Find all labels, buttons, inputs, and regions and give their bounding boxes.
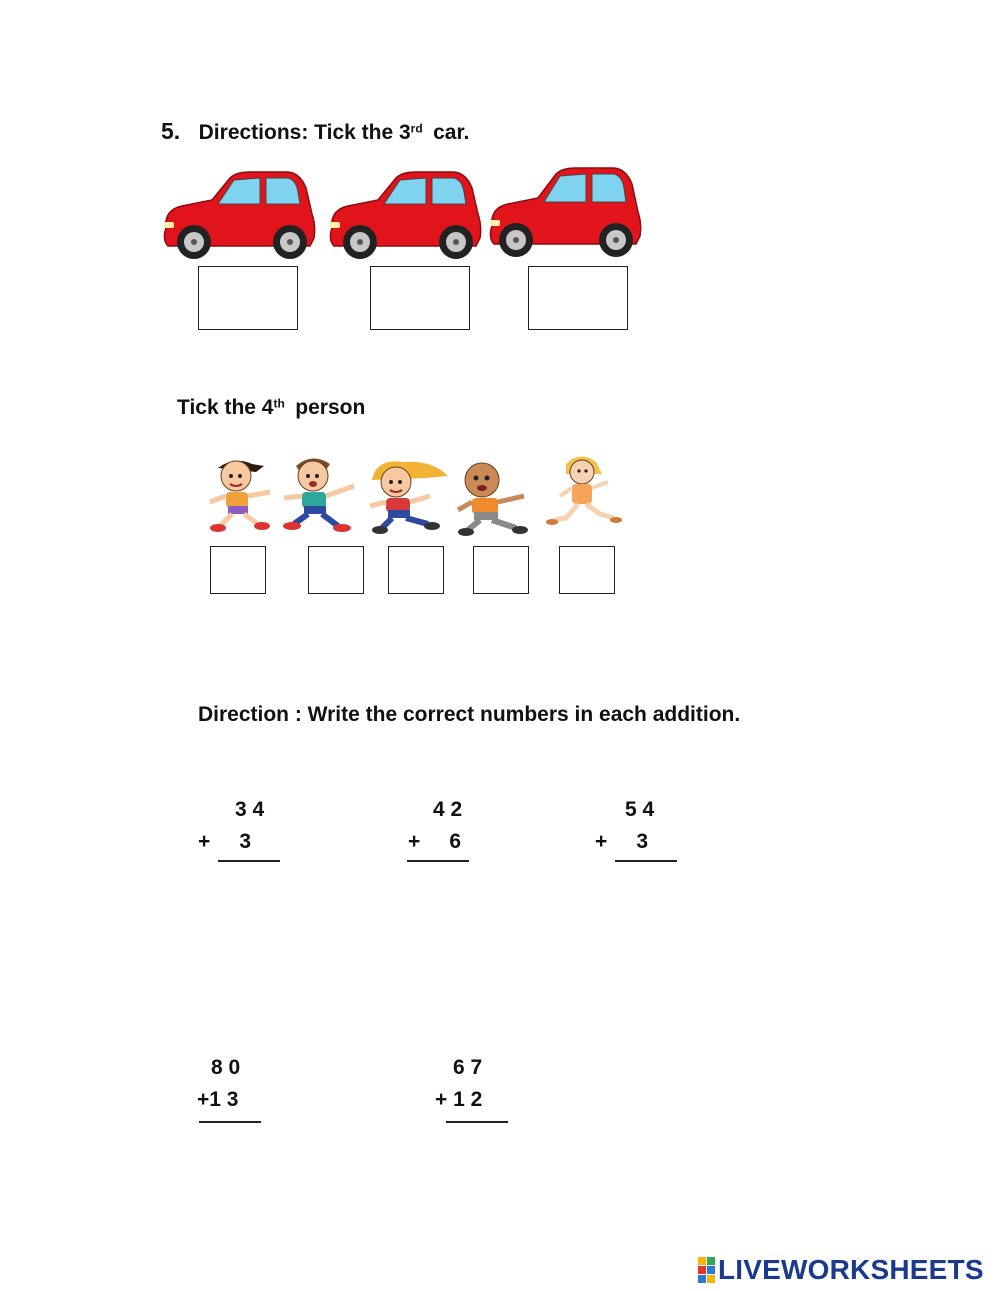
- answer-line-2[interactable]: [407, 860, 469, 862]
- person-tick-box-4[interactable]: [473, 546, 529, 594]
- addend-top-1: 3 4: [235, 798, 265, 821]
- directions-ordinal: rd: [410, 121, 423, 136]
- directions-tail: car.: [433, 121, 470, 144]
- question-heading: [161, 118, 469, 145]
- car-tick-box-3[interactable]: [528, 266, 628, 330]
- car-image-2: [326, 168, 484, 264]
- person-image-2: [280, 452, 360, 534]
- person-tick-box-2[interactable]: [308, 546, 364, 594]
- car-tick-box-1[interactable]: [198, 266, 298, 330]
- person-heading: [177, 396, 365, 420]
- answer-line-3[interactable]: [615, 860, 677, 862]
- person-task-text: Tick the 4: [177, 396, 274, 419]
- addend-bottom-3: + 3: [595, 830, 649, 853]
- person-image-5: [540, 452, 630, 534]
- person-image-3: [362, 456, 454, 534]
- logo-text: LIVEWORKSHEETS: [718, 1254, 984, 1285]
- addend-bottom-4: +1 3: [197, 1088, 239, 1111]
- person-image-1: [204, 454, 280, 534]
- addend-bottom-2: + 6: [408, 830, 462, 853]
- addend-top-2: 4 2: [433, 798, 463, 821]
- car-image-1: [160, 168, 318, 264]
- person-image-4: [452, 456, 538, 536]
- addend-bottom-5: + 1 2: [435, 1088, 483, 1111]
- person-tick-box-1[interactable]: [210, 546, 266, 594]
- addition-direction: Direction : Write the correct numbers in each addition.: [198, 703, 741, 726]
- person-task-ordinal: th: [273, 396, 285, 411]
- directions-text: Directions: Tick the 3: [198, 121, 411, 144]
- answer-line-1[interactable]: [218, 860, 280, 862]
- addend-top-3: 5 4: [625, 798, 655, 821]
- car-image-3: [486, 164, 644, 262]
- question-number: 5.: [161, 118, 181, 144]
- logo-mark-icon: [698, 1257, 715, 1283]
- answer-line-5[interactable]: [446, 1121, 508, 1123]
- car-tick-box-2[interactable]: [370, 266, 470, 330]
- liveworksheets-logo[interactable]: [698, 1254, 984, 1286]
- person-tick-box-5[interactable]: [559, 546, 615, 594]
- answer-line-4[interactable]: [199, 1121, 261, 1123]
- addend-bottom-1: + 3: [198, 830, 252, 853]
- person-task-tail: person: [295, 396, 366, 419]
- addend-top-4: 8 0: [211, 1056, 241, 1079]
- addend-top-5: 6 7: [453, 1056, 483, 1079]
- person-tick-box-3[interactable]: [388, 546, 444, 594]
